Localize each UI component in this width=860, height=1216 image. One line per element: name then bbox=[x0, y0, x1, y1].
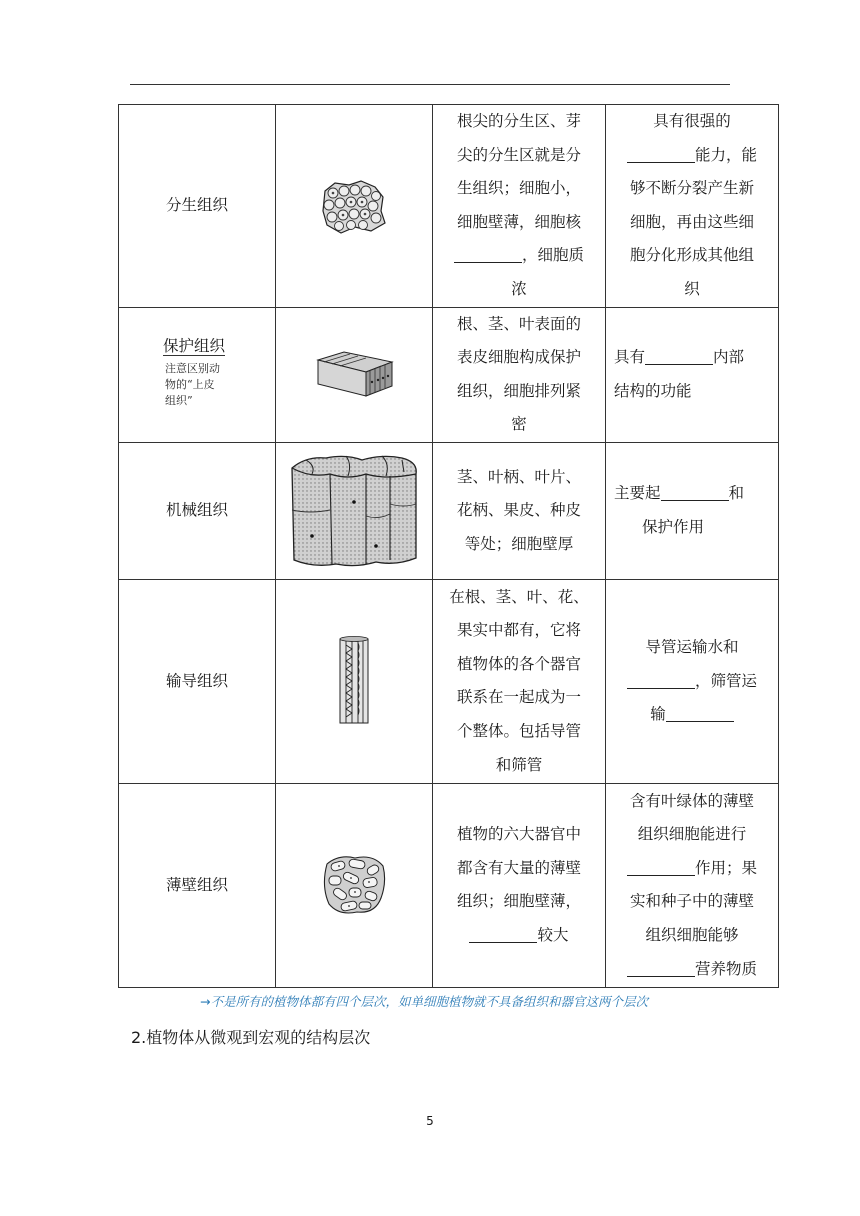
table-row bbox=[119, 307, 779, 442]
description-cell: 植物的六大器官中 都含有大量的薄壁 组织；细胞壁薄， 较大 bbox=[433, 783, 606, 987]
fill-blank[interactable] bbox=[627, 960, 695, 977]
fill-blank[interactable] bbox=[627, 672, 695, 689]
table-row bbox=[119, 105, 779, 308]
description-line: 细胞壁薄，细胞核 bbox=[456, 212, 581, 231]
function-cell: 导管运输水和 ，筛管运 输 bbox=[606, 579, 779, 783]
description-cell: 在根、茎、叶、花、 果实中都有，它将 植物体的各个器官 联系在一起成为一 个整体。包括导管 和筛管 bbox=[433, 579, 606, 783]
vessel-tube-figure bbox=[276, 579, 433, 783]
epidermis-block-figure bbox=[276, 307, 433, 442]
fill-blank[interactable] bbox=[645, 349, 713, 366]
fill-blank[interactable] bbox=[469, 927, 537, 944]
tissue-name: 保护组织 注意区别动 物的“上皮 组织” bbox=[119, 307, 276, 442]
section-heading: 2.植物体从微观到宏观的结构层次 bbox=[131, 1028, 371, 1047]
table-row bbox=[119, 442, 779, 579]
tissue-name: 输导组织 bbox=[119, 579, 276, 783]
function-cell: 具有很强的 能力，能 够不断分裂产生新 细胞，再由这些细 胞分化形成其他组 织 bbox=[606, 105, 779, 308]
meristem-cells-figure bbox=[276, 105, 433, 308]
table-row bbox=[119, 783, 779, 987]
page-number: 5 bbox=[426, 1114, 434, 1128]
fill-blank[interactable] bbox=[454, 247, 522, 264]
tissue-table bbox=[118, 104, 779, 988]
tissue-name: 薄壁组织 bbox=[119, 783, 276, 987]
fill-blank[interactable] bbox=[627, 859, 695, 876]
handwritten-annotation: →不是所有的植物体都有四个层次，如单细胞植物就不具备组织和器官这两个层次 bbox=[200, 994, 648, 1009]
fill-blank[interactable] bbox=[661, 485, 729, 502]
mechanical-cells-figure bbox=[276, 442, 433, 579]
function-cell: 主要起 和 保护作用 bbox=[606, 442, 779, 579]
header-rule bbox=[130, 84, 730, 85]
function-cell: 含有叶绿体的薄壁 组织细胞能进行 作用；果 实和种子中的薄壁 组织细胞能够 营养物质 bbox=[606, 783, 779, 987]
parenchyma-cells-figure bbox=[276, 783, 433, 987]
description-line: 根尖的分生区、芽 bbox=[456, 112, 581, 130]
description-line: 生组织；细胞小， bbox=[456, 179, 581, 198]
function-cell: 具有 内部 结构的功能 bbox=[606, 307, 779, 442]
margin-note: 注意区别动 物的“上皮 组织” bbox=[165, 361, 220, 407]
description-cell: 根、茎、叶表面的 表皮细胞构成保护 组织，细胞排列紧 密 bbox=[433, 307, 606, 442]
tissue-name: 分生组织 bbox=[119, 105, 276, 308]
tissue-name: 机械组织 bbox=[119, 442, 276, 579]
description-cell: 根尖的分生区、芽 尖的分生区就是分 生组织；细胞小， 细胞壁薄，细胞核 ，细胞质 浓 bbox=[433, 105, 606, 308]
table-row bbox=[119, 579, 779, 783]
fill-blank[interactable] bbox=[666, 706, 734, 723]
fill-blank[interactable] bbox=[627, 146, 695, 163]
description-cell: 茎、叶柄、叶片、 花柄、果皮、种皮 等处；细胞壁厚 bbox=[433, 442, 606, 579]
description-line: 尖的分生区就是分 bbox=[456, 145, 581, 164]
